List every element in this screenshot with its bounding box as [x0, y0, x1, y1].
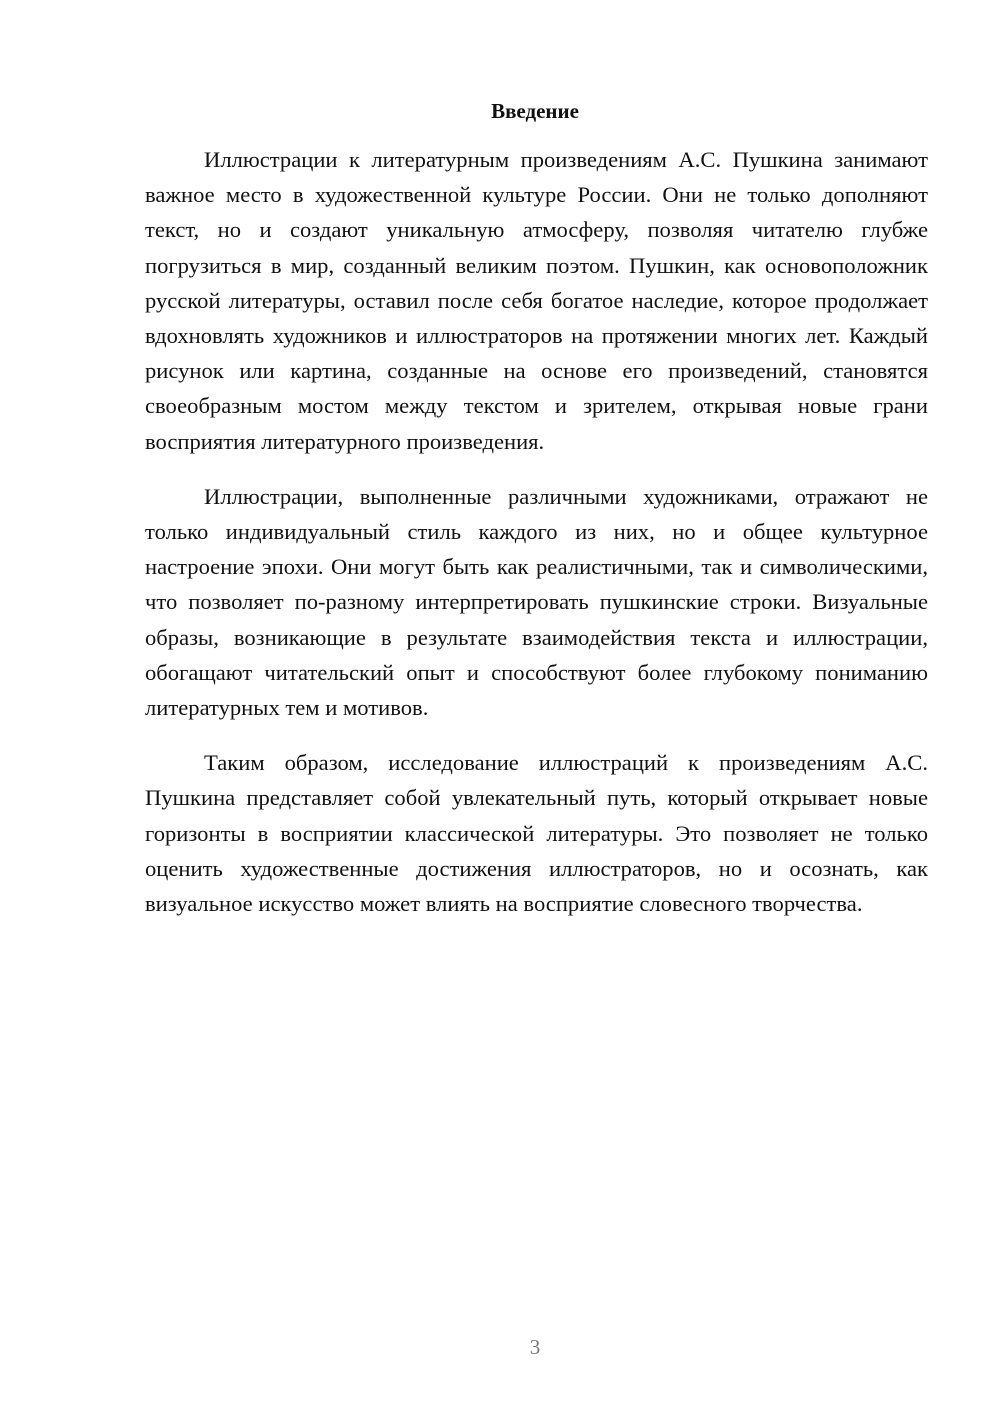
body-text: [145, 142, 928, 941]
paragraph-1: Иллюстрации к литературным произведениям А.С. Пушкина занимают важное место в художественной культуре России. Они не только дополняют текст, но и создают уникальную атмосферу, позволяя читателю глубже погрузиться в мир, созданный великим поэтом. Пушкин, как основоположник русской литературы, оставил после себя богатое наследие, которое продолжает вдохновлять художников и иллюстраторов на протяжении многих лет. Каждый рисунок или картина, созданные на основе его произведений, становятся своеобразным мостом между текстом и зрителем, открывая новые грани восприятия литературного произведения.: [145, 147, 928, 454]
page-number: 3: [529, 1335, 541, 1359]
paragraph-3: Таким образом, исследование иллюстраций к произведениям А.С. Пушкина представляет собой увлекательный путь, который открывает новые горизонты в восприятии классической литературы. Это позволяет не только оценить художественные достижения иллюстраторов, но и осознать, как визуальное искусство может влиять на восприятие словесного творчества.: [145, 750, 928, 917]
paragraph-2: Иллюстрации, выполненные различными художниками, отражают не только индивидуальный стиль каждого из них, но и общее культурное настроение эпохи. Они могут быть как реалистичными, так и символическими, что позволяет по-разному интерпретировать пушкинские строки. Визуальные образы, возникающие в результате взаимодействия текста и иллюстрации, обогащают читательский опыт и способствуют более глубокому пониманию литературных тем и мотивов.: [145, 483, 928, 721]
page-title: Введение: [491, 99, 579, 123]
